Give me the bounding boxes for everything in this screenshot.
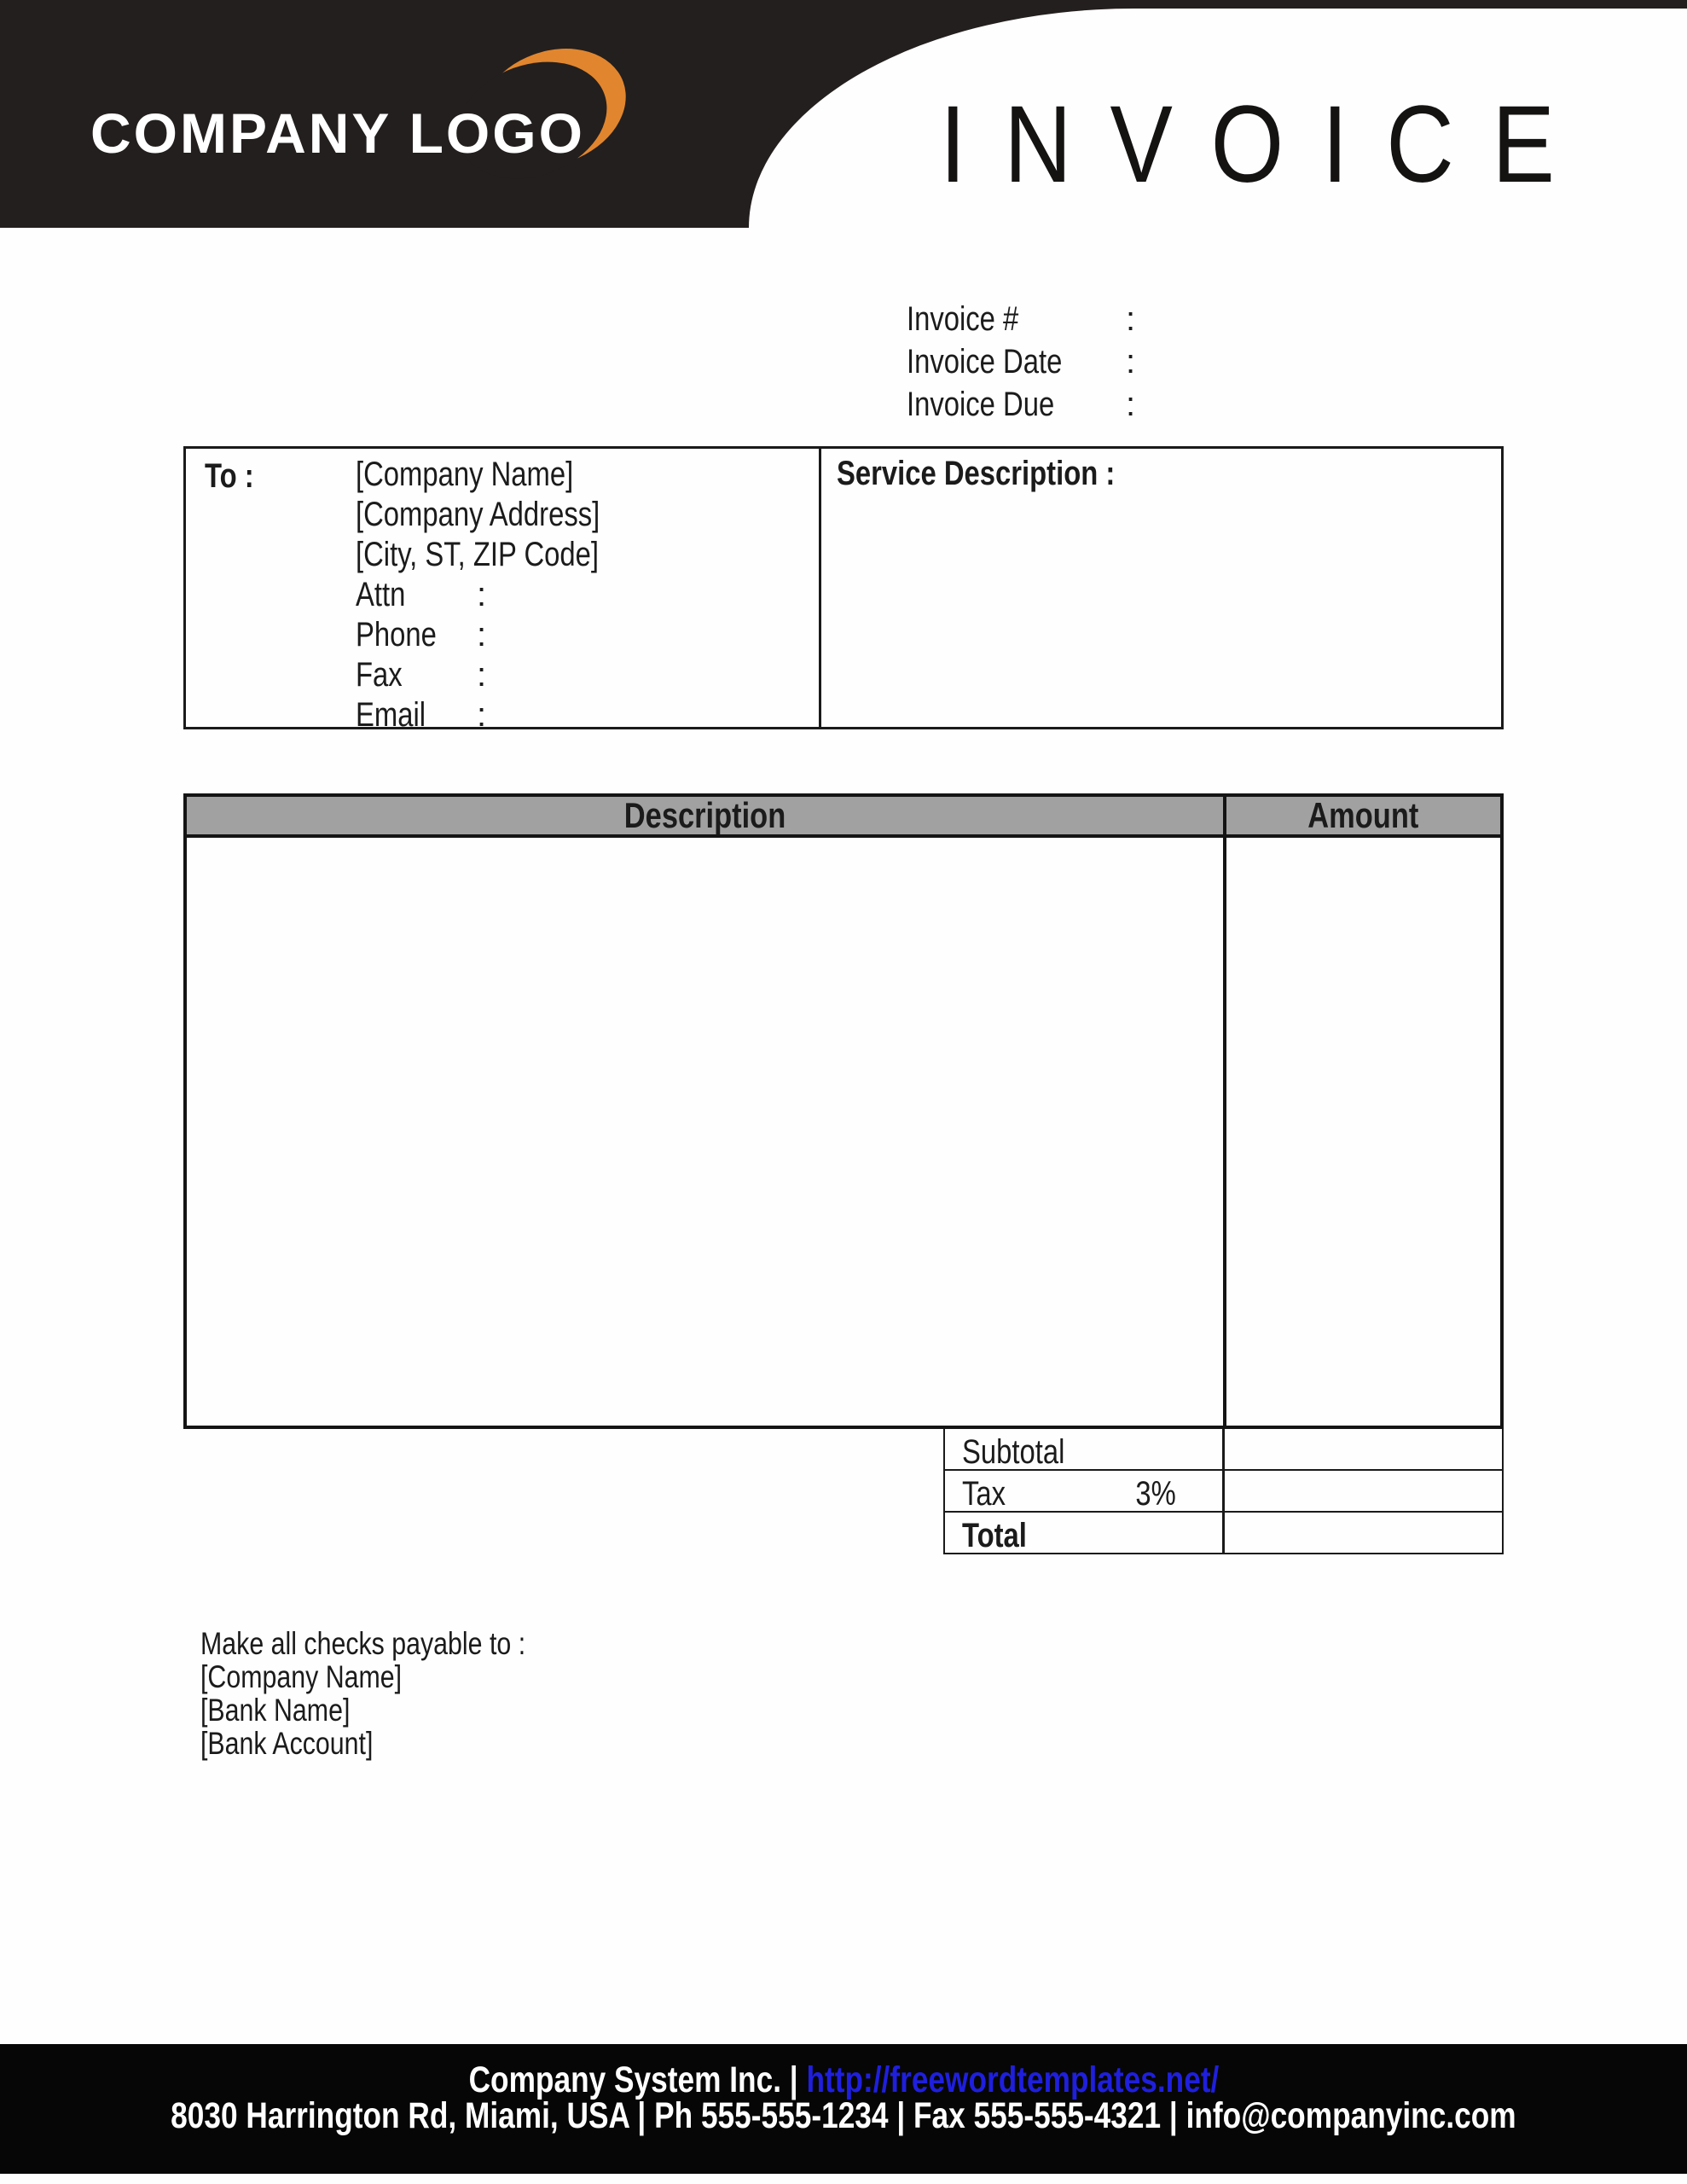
recipient-address xyxy=(356,456,653,576)
subtotal-label: Subtotal xyxy=(962,1433,1065,1471)
footer-address-line xyxy=(0,2095,1687,2137)
attn-label: Attn xyxy=(356,576,406,613)
amount-column-header xyxy=(1223,797,1500,834)
recipient-company-name-text: [Company Name] xyxy=(356,456,574,493)
phone-label: Phone xyxy=(356,616,437,653)
tax-value-cell xyxy=(1225,1471,1502,1511)
payable-bank-name xyxy=(200,1693,597,1726)
amount-column-divider xyxy=(1223,838,1226,1426)
footer-bar xyxy=(0,2044,1687,2174)
total-label-cell xyxy=(945,1513,1225,1553)
totals-block xyxy=(943,1429,1504,1554)
fax-label: Fax xyxy=(356,656,403,694)
invoice-date-colon: : xyxy=(1126,343,1136,380)
recipient-city-line xyxy=(356,536,653,576)
invoice-number-colon: : xyxy=(1126,300,1136,338)
payable-bank-account-text: [Bank Account] xyxy=(200,1726,374,1761)
tax-label: Tax xyxy=(962,1475,1006,1513)
total-row xyxy=(943,1513,1504,1554)
items-table-header xyxy=(187,797,1500,838)
payable-company-name xyxy=(200,1659,597,1693)
to-label-text: To : xyxy=(205,457,254,495)
invoice-date-row xyxy=(907,343,1265,386)
tax-label-cell xyxy=(945,1471,1225,1511)
tax-row xyxy=(943,1471,1504,1513)
header-banner xyxy=(0,0,1687,228)
payable-company-name-text: [Company Name] xyxy=(200,1659,403,1694)
payable-bank-name-text: [Bank Name] xyxy=(200,1693,351,1728)
footer-address-text: 8030 Harrington Rd, Miami, USA | Ph 555-555-1234 | Fax 555-555-4321 | info@companyinc.com xyxy=(171,2095,1516,2136)
total-value-cell xyxy=(1225,1513,1502,1553)
to-label xyxy=(205,457,264,496)
total-label: Total xyxy=(962,1517,1027,1554)
payable-block xyxy=(200,1626,597,1759)
invoice-number-row xyxy=(907,300,1265,343)
payable-bank-account xyxy=(200,1726,597,1759)
description-column-header xyxy=(187,797,1223,834)
phone-row xyxy=(356,616,663,656)
recipient-company-address xyxy=(356,496,653,536)
payable-heading-text: Make all checks payable to : xyxy=(200,1626,526,1661)
email-label: Email xyxy=(356,696,426,734)
invoice-due-row xyxy=(907,386,1265,428)
recipient-contacts xyxy=(356,576,663,736)
tax-rate: 3% xyxy=(1135,1475,1176,1513)
service-description-label xyxy=(837,455,1176,493)
attn-row xyxy=(356,576,663,616)
recipient-city-line-text: [City, ST, ZIP Code] xyxy=(356,536,599,573)
attn-colon: : xyxy=(477,576,487,613)
fax-colon: : xyxy=(477,656,487,694)
invoice-due-label: Invoice Due xyxy=(907,386,1055,423)
fax-row xyxy=(356,656,663,696)
recipient-company-name xyxy=(356,456,653,496)
subtotal-value-cell xyxy=(1225,1429,1502,1469)
service-description-label-text: Service Description : xyxy=(837,455,1116,492)
items-table xyxy=(183,793,1504,1429)
invoice-meta xyxy=(907,300,1265,428)
recipient-company-address-text: [Company Address] xyxy=(356,496,600,533)
invoice-date-label: Invoice Date xyxy=(907,343,1063,380)
subtotal-row xyxy=(943,1429,1504,1471)
subtotal-label-cell xyxy=(945,1429,1225,1469)
email-colon: : xyxy=(477,696,487,734)
invoice-due-colon: : xyxy=(1126,386,1136,423)
payable-heading xyxy=(200,1626,597,1659)
bill-to-box xyxy=(183,446,1504,734)
amount-column-header-text: Amount xyxy=(1307,795,1419,835)
footer-website-link[interactable]: http://freewordtemplates.net/ xyxy=(805,2059,1219,2100)
description-column-header-text: Description xyxy=(623,795,786,835)
footer-company-text: Company System Inc. | xyxy=(468,2059,806,2100)
bill-to-divider xyxy=(819,449,821,727)
page-title: INVOICE xyxy=(940,84,1593,206)
invoice-number-label: Invoice # xyxy=(907,300,1019,338)
company-logo-text: COMPANY LOGO xyxy=(90,102,585,165)
phone-colon: : xyxy=(477,616,487,653)
email-row xyxy=(356,696,663,736)
